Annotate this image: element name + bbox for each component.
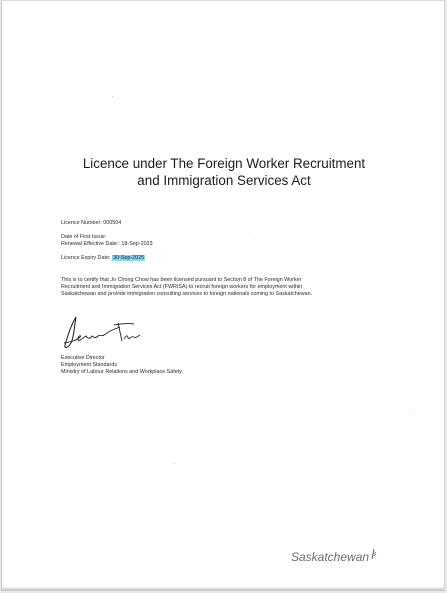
signatory-ministry: Ministry of Labour Relations and Workplace Safety <box>61 369 182 376</box>
handwritten-signature-icon <box>62 315 142 355</box>
licence-expiry-date <box>61 255 145 262</box>
saskatchewan-logo <box>291 548 377 564</box>
date-of-first-issue: Date of First Issue: <box>61 234 107 240</box>
licence-page <box>1 0 445 591</box>
saskatchewan-wheat-mark-icon <box>370 548 377 563</box>
scan-speck <box>174 463 175 464</box>
page-title <box>22 155 426 189</box>
certify-line-3: Saskatchewan and provide immigration consulting services to foreign nationals coming to Saskatchewan. <box>61 291 313 298</box>
scan-speck <box>250 234 251 235</box>
certify-line-2: Recruitment and Immigration Services Act (FWRISA) to recruit foreign workers for employment within <box>61 284 303 291</box>
certify-line-1: This is to certify that Jo Chong Chow has been licensed pursuant to Section 8 of The Foreign Worker <box>61 277 302 283</box>
signatory-unit: Employment Standards <box>61 362 118 369</box>
scan-speck <box>112 96 113 97</box>
logo-text: Saskatchewan <box>291 550 370 564</box>
page-bottom-edge <box>2 587 444 591</box>
signatory-title: Executive Director <box>61 355 105 361</box>
scan-speck <box>410 411 411 412</box>
title-line-1: Licence under The Foreign Worker Recruitment <box>82 156 366 171</box>
licence-expiry-value: 30-Sep-2025 <box>112 255 145 261</box>
licence-expiry-label: Licence Expiry Date: <box>61 255 111 261</box>
title-line-2: and Immigration Services Act <box>137 173 311 188</box>
renewal-effective-date: Renewal Effective Date:: 18-Sep-2023 <box>61 241 153 247</box>
signatory-block <box>61 355 182 377</box>
licence-number: Licence Number: 000504 <box>61 220 122 226</box>
certification-paragraph <box>61 277 381 299</box>
